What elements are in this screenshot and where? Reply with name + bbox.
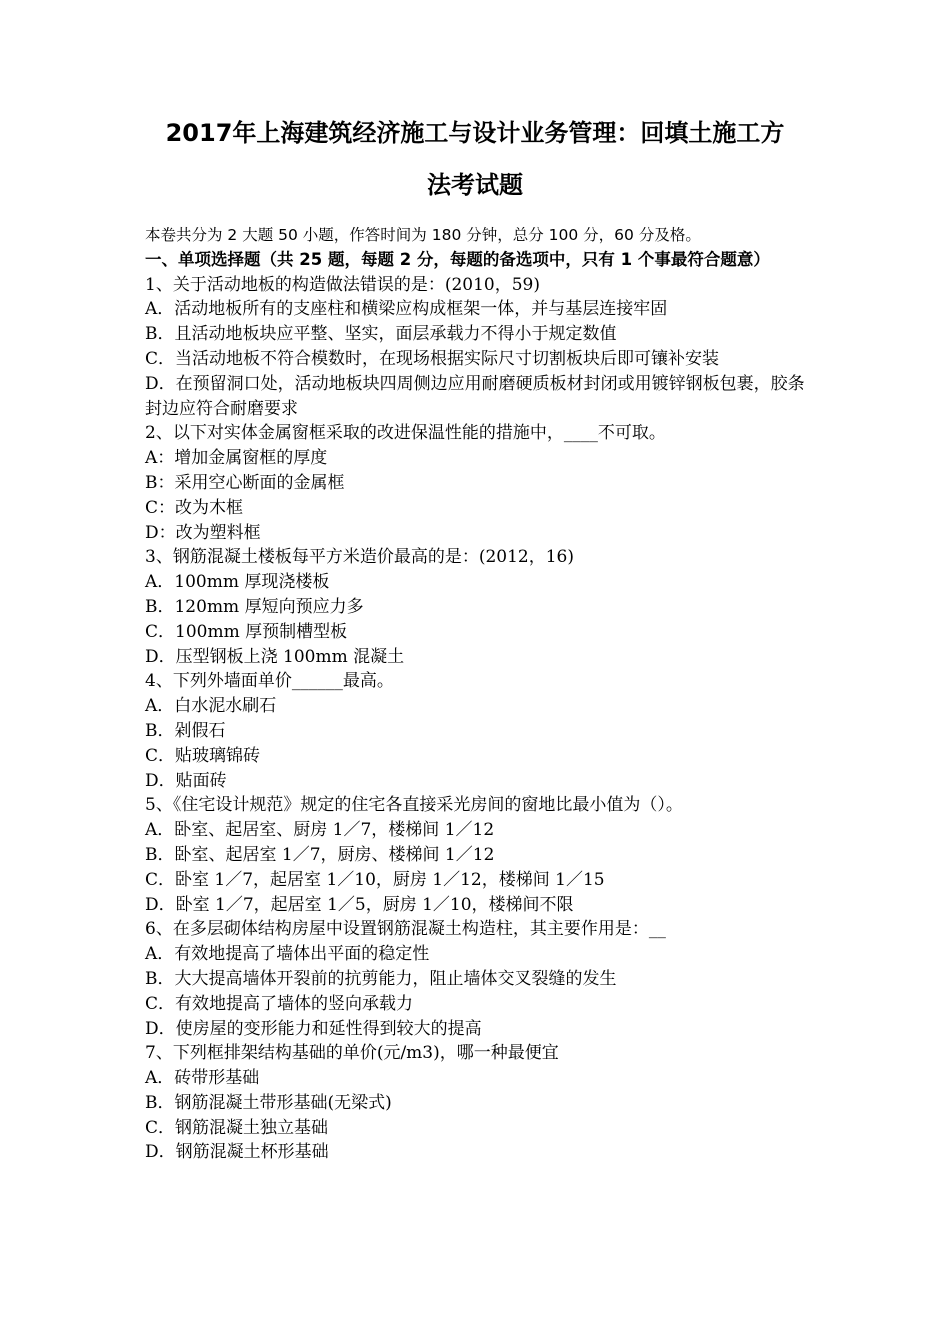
title-line-1: 2017年上海建筑经济施工与设计业务管理：回填土施工方 (165, 119, 785, 147)
answer-option: B．钢筋混凝土带形基础(无梁式) (145, 1092, 392, 1113)
answer-option: B．卧室、起居室 1／7，厨房、楼梯间 1／12 (145, 844, 495, 865)
question-stem: 7、下列框排架结构基础的单价(元/m3)，哪一种最便宜 (145, 1043, 559, 1064)
answer-option: A．100mm 厚现浇楼板 (145, 572, 330, 593)
answer-option: B：采用空心断面的金属框 (145, 472, 345, 493)
answer-option: A．白水泥水刷石 (145, 696, 277, 717)
answer-option: D．使房屋的变形能力和延性得到较大的提高 (145, 1018, 482, 1039)
answer-option: D．贴面砖 (145, 770, 227, 791)
answer-option: B．剁假石 (145, 720, 226, 741)
answer-option: A．有效地提高了墙体出平面的稳定性 (145, 944, 430, 965)
answer-option: A．卧室、起居室、厨房 1／7，楼梯间 1／12 (145, 820, 495, 841)
answer-option: C．有效地提高了墙体的竖向承载力 (145, 993, 414, 1014)
answer-option: C．钢筋混凝土独立基础 (145, 1117, 329, 1138)
answer-option: C．100mm 厚预制槽型板 (145, 621, 348, 642)
title-line-2: 法考试题 (427, 171, 523, 199)
answer-option: D．卧室 1／7，起居室 1／5，厨房 1／10，楼梯间不限 (145, 894, 574, 915)
answer-option: D．钢筋混凝土杯形基础 (145, 1142, 329, 1163)
answer-option: A．砖带形基础 (145, 1068, 260, 1089)
answer-option: C．贴玻璃锦砖 (145, 745, 261, 766)
answer-option: A．活动地板所有的支座柱和横梁应构成框架一体，并与基层连接牢固 (145, 299, 668, 320)
question-stem: 3、钢筋混凝土楼板每平方米造价最高的是：(2012，16) (145, 547, 574, 568)
question-stem: 2、以下对实体金属窗框采取的改进保温性能的措施中，____不可取。 (145, 423, 666, 444)
answer-option: B．120mm 厚短向预应力多 (145, 596, 364, 617)
question-stem: 4、下列外墙面单价______最高。 (145, 671, 394, 692)
exam-intro: 本卷共分为 2 大题 50 小题，作答时间为 180 分钟，总分 100 分，60 分及格。 (145, 226, 701, 244)
answer-option: C．当活动地板不符合模数时，在现场根据实际尺寸切割板块后即可镶补安装 (145, 348, 720, 369)
section-heading: 一、单项选择题（共 25 题，每题 2 分，每题的备选项中，只有 1 个事最符合题意） (145, 249, 770, 269)
question-stem: 1、关于活动地板的构造做法错误的是：(2010，59) (145, 274, 540, 295)
answer-option: D．压型钢板上浇 100mm 混凝土 (145, 646, 405, 667)
answer-option: D：改为塑料框 (145, 522, 261, 543)
answer-option: C．卧室 1／7，起居室 1／10，厨房 1／12，楼梯间 1／15 (145, 869, 605, 890)
answer-option: B．大大提高墙体开裂前的抗剪能力，阻止墙体交叉裂缝的发生 (145, 968, 617, 989)
answer-option: B．且活动地板块应平整、坚实，面层承载力不得小于规定数值 (145, 324, 617, 345)
answer-option: D．在预留洞口处，活动地板块四周侧边应用耐磨硬质板材封闭或用镀锌钢板包裹，胶条封边应符合耐磨要求 (145, 373, 805, 419)
document-body (145, 223, 817, 1165)
answer-option: C：改为木框 (145, 497, 244, 518)
question-stem: 5、《住宅设计规范》规定的住宅各直接采光房间的窗地比最小值为（）。 (145, 795, 683, 816)
question-stem: 6、在多层砌体结构房屋中设置钢筋混凝土构造柱，其主要作用是：__ (145, 919, 666, 940)
answer-option: A：增加金属窗框的厚度 (145, 448, 328, 469)
